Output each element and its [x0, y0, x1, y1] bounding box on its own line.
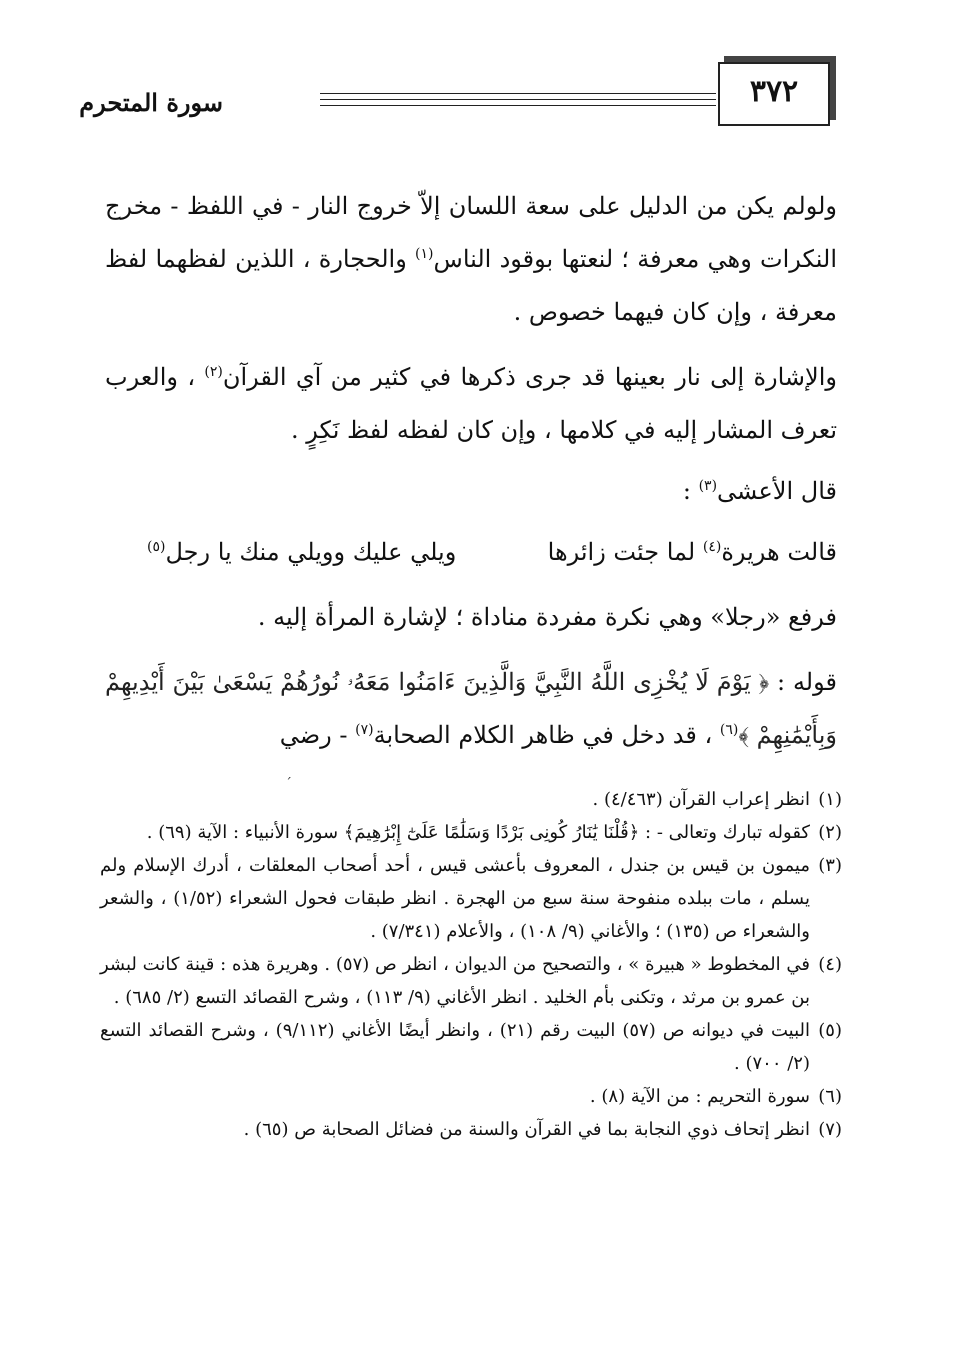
- main-text: [105, 180, 837, 762]
- footnote-item: (٧) انظر إتحاف ذوي النجابة بما في القرآن والسنة من فضائل الصحابة ص (٦٥) .: [243, 1119, 842, 1140]
- footnote-item: (٥) البيت في ديوانه ص (٥٧) البيت رقم (٢١) ، وانظر أيضًا الأغاني (٩/١١٢) ، وشرح القصائد التسع (٢/ ٧٠٠) .: [100, 1020, 842, 1074]
- footnote-mark-5: (٥): [147, 539, 166, 555]
- paragraph-2: والإشارة إلى نار بعينها قد جرى ذكرها في كثير من آي القرآن$^{(٢)}$ ، والعرب تعرف المشار إليه في كلامها ، وإن كان لفظه لفظ نَكِرٍ .: [105, 363, 837, 444]
- paragraph-3: فرفع «رجلا» وهي نكرة مفردة مناداة ؛ لإشارة المرأة إليه .: [257, 603, 837, 631]
- page-number: ٣٧٢: [749, 74, 799, 109]
- paragraph-4: قوله : ﴿ يَوْمَ لَا يُخْزِى اللَّهُ النَّبِيَّ وَالَّذِينَ ءَامَنُوا مَعَهُۥ نُورُهُمْ يَسْعَىٰ بَيْنَ أَيْدِيهِمْ وَبِأَيْمَٰنِهِمْ ﴾$^{(٦)}$ ، قد دخل في ظاهر الكلام الصحابة$^{(٧)}$ - رضي: [105, 668, 837, 749]
- footnote-mark-3: (٣): [698, 478, 718, 494]
- quran-ayah: ﴿ يَوْمَ لَا يُخْزِى اللَّهُ النَّبِيَّ وَالَّذِينَ ءَامَنُوا مَعَهُۥ نُورُهُمْ يَسْعَىٰ بَيْنَ أَيْدِيهِمْ وَبِأَيْمَٰنِهِمْ ﴾: [105, 668, 837, 749]
- footnote-item: (١) انظر إعراب القرآن (٤/٤٦٣) .: [592, 789, 842, 810]
- paragraph-1: ولولم يكن من الدليل على سعة اللسان إلاّ خروج النار - في اللفظ - مخرج النكرات وهي معرفة ؛ لنعتها بوقود الناس$^{(١)}$ والحجارة ، اللذين لفظهما لفظ معرفة ، وإن كان فيهما خصوص .: [105, 192, 837, 326]
- footnote-mark-2: (٢): [204, 364, 223, 380]
- footnote-item: (٦) سورة التحريم : من الآية (٨) .: [589, 1086, 842, 1107]
- footnote-mark-7: (٧): [355, 722, 374, 738]
- footnotes: [100, 783, 842, 1146]
- poet-intro: قال الأعشى$^{(٣)}$ :: [682, 477, 837, 505]
- page-number-box: [718, 62, 830, 126]
- header-rule: [320, 99, 716, 100]
- footnote-mark-1: (١): [415, 246, 434, 262]
- verse-first-hemistich: قالت هريرة$^{(٤)}$ لما جئت زائرها: [547, 538, 837, 566]
- footnote-item: (٤) في المخطوط « هبيرة » ، والتصحيح من الديوان ، انظر ص (٥٧) . وهريرة هذه : قينة كانت لبشر بن عمرو بن مرثد ، وتكنى بأم الخليد . انظر الأغاني (٩/ ١١٣) ، وشرح القصائد التسع (٢/ ٦٨٥) .: [100, 954, 842, 1008]
- header-rule: [320, 105, 716, 106]
- footnote-item: (٢) كقوله تبارك وتعالى - : ﴿قُلْنَا يَٰنَارُ كُونِى بَرْدًا وَسَلَٰمًا عَلَىٰٓ إِبْرَٰهِيمَ﴾ سورة الأنبياء : الآية (٦٩) .: [146, 822, 842, 843]
- footnote-item: (٣) ميمون بن قيس بن جندل ، المعروف بأعشى قيس ، أحد أصحاب المعلقات ، أدرك الإسلام ولم يسلم ، مات ببلده منفوحة سنة سبع من الهجرة . انظر طبقات فحول الشعراء (١/٥٢) ، والشعر والشعراء ص (١٣٥) ؛ والأغاني (٩/ ١٠٨) ، والأعلام (٧/٣٤١) .: [100, 855, 842, 942]
- header-rule: [320, 93, 716, 94]
- stray-mark: ´: [285, 776, 292, 792]
- footnote-mark-6: (٦): [719, 722, 739, 738]
- verse-second-hemistich: ويلي عليك وويلي منك يا رجل$^{(٥)}$: [147, 538, 457, 566]
- footnote-mark-4: (٤): [702, 539, 722, 555]
- running-title: سورة المتحرم: [79, 88, 223, 117]
- poetry-verse: [147, 526, 837, 579]
